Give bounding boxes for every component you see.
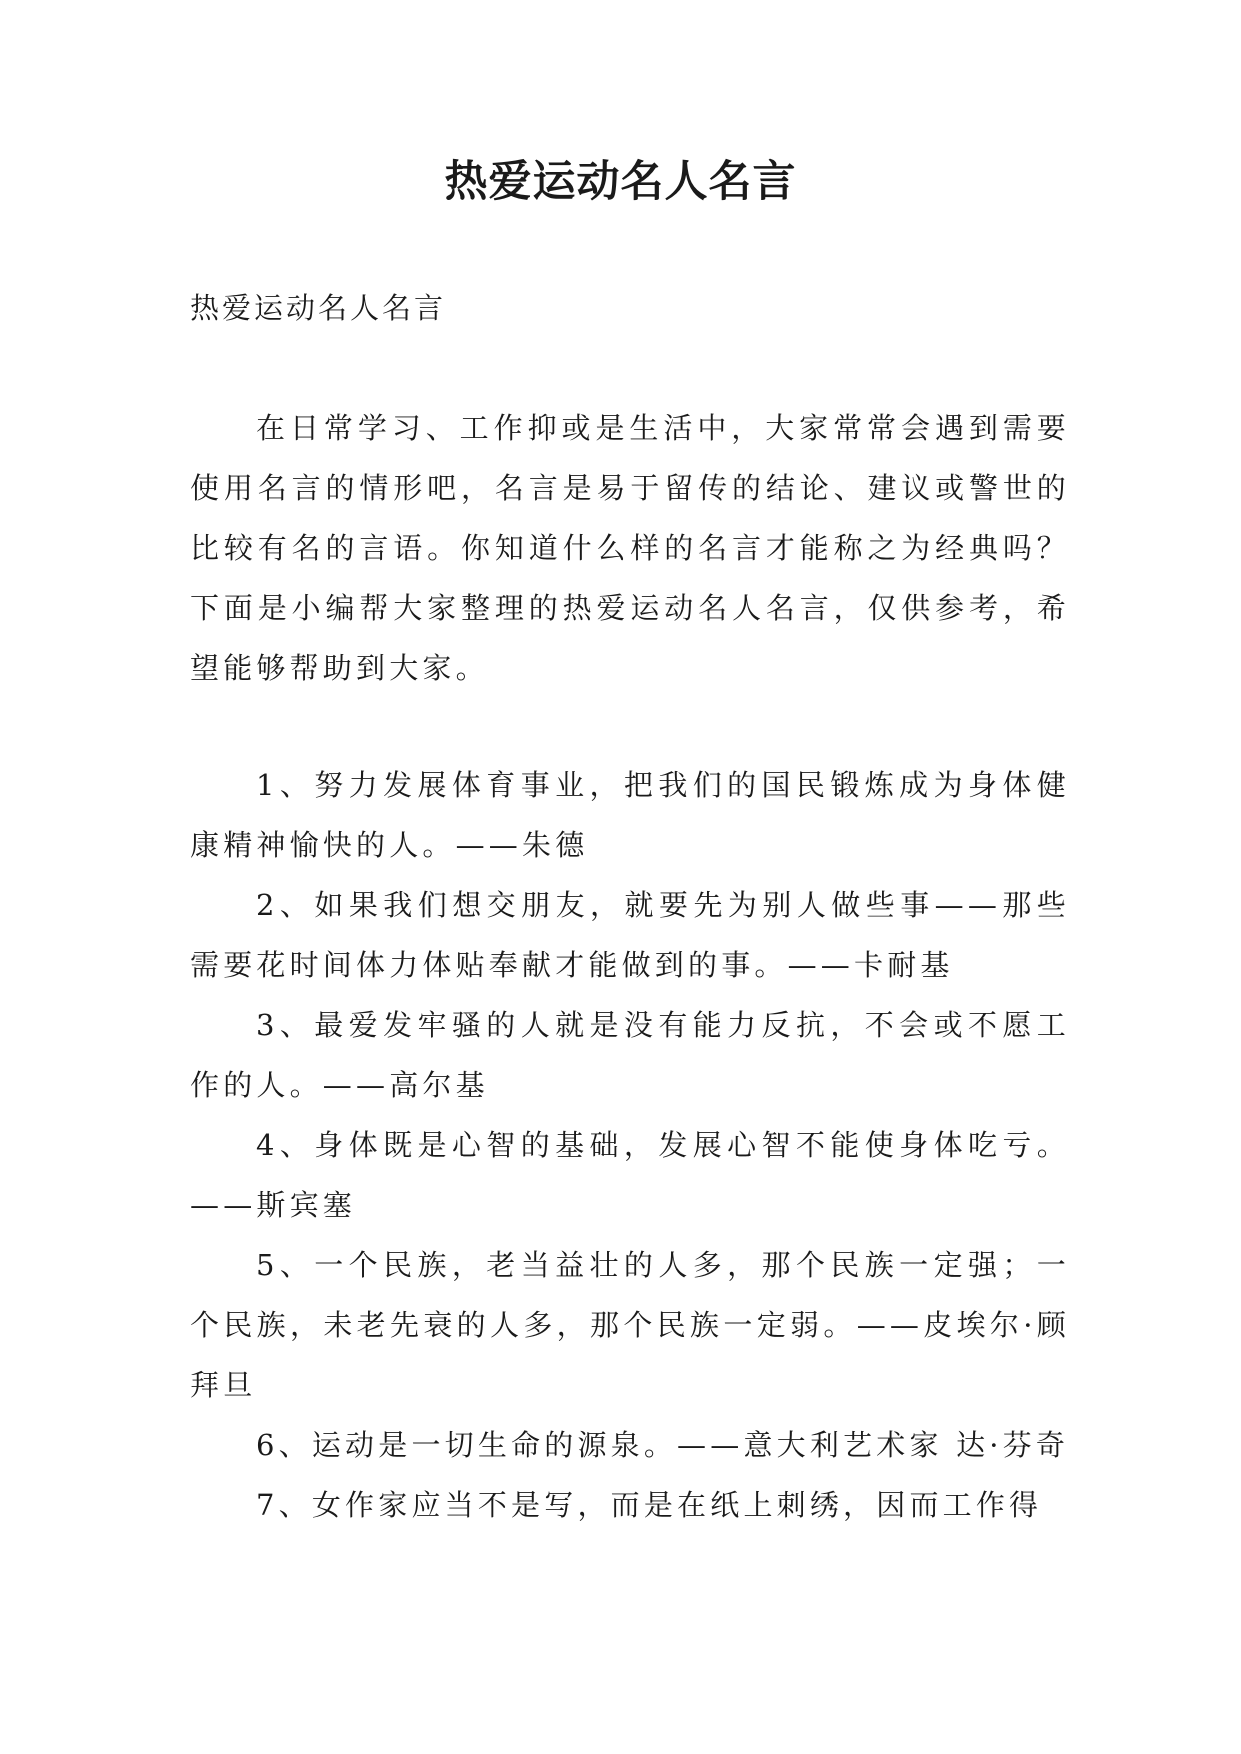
document-title: 热爱运动名人名言 [444, 157, 797, 207]
quote-item: 7、女作家应当不是写，而是在纸上刺绣，因而工作得 [256, 1488, 1043, 1522]
quote-item: 5、一个民族，老当益壮的人多，那个民族一定强；一个民族，未老先衰的人多，那个民族一定弱。——皮埃尔·顾拜旦 [190, 1248, 1070, 1402]
quote-item: 1、努力发展体育事业，把我们的国民锻炼成为身体健康精神愉快的人。——朱德 [190, 768, 1070, 862]
intro-paragraph: 在日常学习、工作抑或是生活中，大家常常会遇到需要使用名言的情形吧，名言是易于留传的结论、建议或警世的比较有名的言语。你知道什么样的名言才能称之为经典吗？下面是小编帮大家整理的热爱运动名人名言，仅供参考，希望能够帮助到大家。 [190, 411, 1070, 685]
quote-item: 4、身体既是心智的基础，发展心智不能使身体吃亏。——斯宾塞 [190, 1128, 1070, 1222]
document-subtitle: 热爱运动名人名言 [190, 291, 447, 325]
quote-item: 3、最爱发牢骚的人就是没有能力反抗，不会或不愿工作的人。——高尔基 [190, 1008, 1070, 1102]
quote-item: 6、运动是一切生命的源泉。——意大利艺术家 达·芬奇 [256, 1428, 1070, 1462]
quote-item: 2、如果我们想交朋友，就要先为别人做些事——那些需要花时间体力体贴奉献才能做到的事。——卡耐基 [190, 888, 1070, 982]
intro-section [190, 398, 1070, 698]
quote-list [190, 755, 1070, 1535]
